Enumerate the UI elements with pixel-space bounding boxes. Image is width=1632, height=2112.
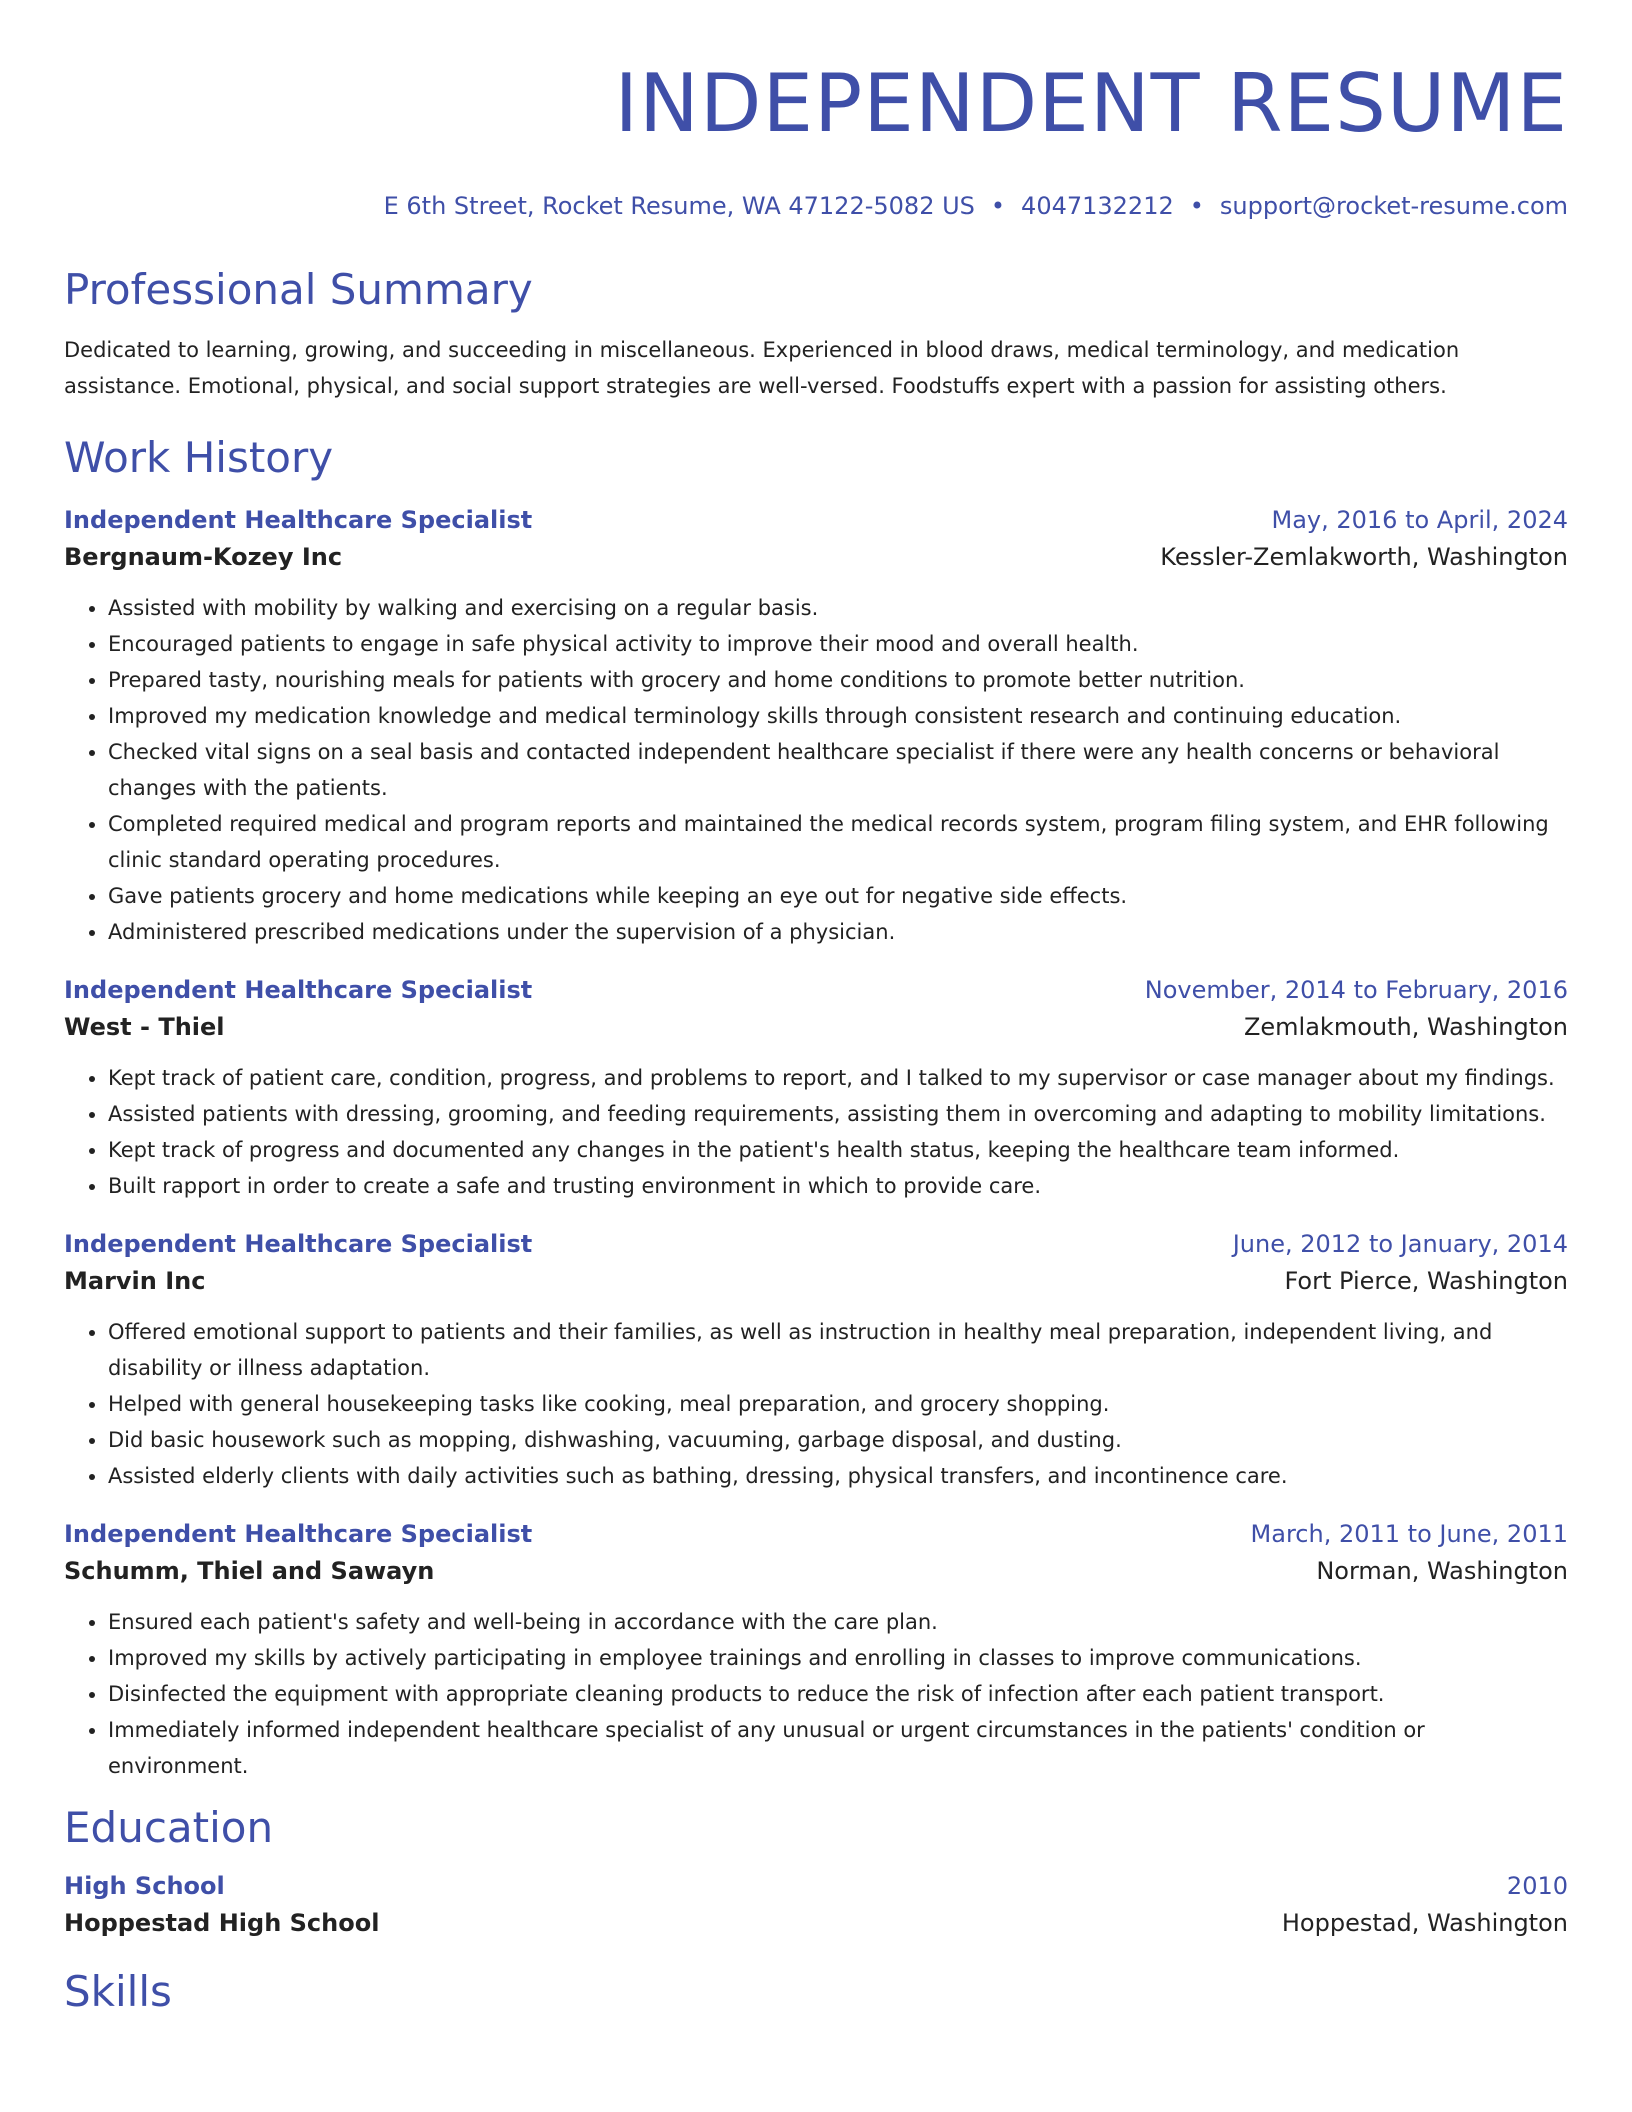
job-dates: November, 2014 to February, 2016 [1144,976,1568,1004]
education-entry [64,1868,1568,1942]
job-bullets [64,1604,1568,1784]
job-location: Norman, Washington [1316,1557,1568,1585]
job-bullet: • Disinfected the equipment with appropriate cleaning products to reduce the risk of infection after each patient transport. [108,1676,1568,1712]
job-location: Zemlakmouth, Washington [1243,1013,1568,1041]
job-bullet: • Completed required medical and program reports and maintained the medical records system, program filing system, and EHR following clinic standard operating procedures. [108,806,1568,878]
job-bullets [64,590,1568,950]
contact-phone: 4047132212 [1021,192,1174,220]
job-entry [64,972,1568,1204]
job-bullet: • Kept track of progress and documented any changes in the patient's health status, keeping the healthcare team informed. [108,1132,1568,1168]
education-degree: High School [64,1872,225,1900]
job-bullet: • Encouraged patients to engage in safe physical activity to improve their mood and overall health. [108,626,1568,662]
job-bullet: • Helped with general housekeeping tasks like cooking, meal preparation, and grocery shopping. [108,1386,1568,1422]
job-employer: West - Thiel [64,1013,225,1041]
job-employer: Bergnaum-Kozey Inc [64,543,343,571]
job-bullet: • Gave patients grocery and home medications while keeping an eye out for negative side effects. [108,878,1568,914]
job-bullet: • Kept track of patient care, condition, progress, and problems to report, and I talked to my supervisor or case manager about my findings. [108,1060,1568,1096]
job-bullets [64,1314,1568,1494]
job-bullet: • Improved my medication knowledge and medical terminology skills through consistent research and continuing education. [108,698,1568,734]
job-bullets [64,1060,1568,1204]
job-title: Independent Healthcare Specialist [64,1520,533,1548]
job-employer: Marvin Inc [64,1267,206,1295]
job-bullet: • Checked vital signs on a seal basis and contacted independent healthcare specialist if there were any health concerns or behavioral changes with the patients. [108,734,1568,806]
job-dates: May, 2016 to April, 2024 [1271,506,1568,534]
job-bullet: • Assisted with mobility by walking and exercising on a regular basis. [108,590,1568,626]
job-bullet: • Immediately informed independent healthcare specialist of any unusual or urgent circumstances in the patients' condition or environment. [108,1712,1568,1784]
summary-heading: Professional Summary [64,265,533,314]
work-history-heading: Work History [64,433,334,482]
job-entry [64,1516,1568,1784]
job-employer: Schumm, Thiel and Sawayn [64,1557,435,1585]
job-bullet: • Did basic housework such as mopping, dishwashing, vacuuming, garbage disposal, and dusting. [108,1422,1568,1458]
contact-address: E 6th Street, Rocket Resume, WA 47122-5082 US [383,192,975,220]
job-entry [64,1226,1568,1494]
job-bullet: • Built rapport in order to create a safe and trusting environment in which to provide care. [108,1168,1568,1204]
contact-email: support@rocket-resume.com [1219,192,1568,220]
education-heading: Education [64,1803,274,1852]
summary-text: Dedicated to learning, growing, and succeeding in miscellaneous. Experienced in blood draws, medical terminology, and medication assistance. Emotional, physical, and social support strategies are well-versed. Foodstuffs expert with a passion for assisting others. [64,338,1460,398]
contact-separator: • [1189,192,1204,220]
skills-heading: Skills [64,1967,172,2016]
job-bullet: • Assisted patients with dressing, grooming, and feeding requirements, assisting them in overcoming and adapting to mobility limitations. [108,1096,1568,1132]
education-location: Hoppestad, Washington [1281,1909,1568,1937]
contact-separator: • [990,192,1006,220]
job-location: Fort Pierce, Washington [1284,1267,1568,1295]
job-title: Independent Healthcare Specialist [64,976,533,1004]
job-title: Independent Healthcare Specialist [64,1230,533,1258]
education-year: 2010 [1506,1872,1568,1900]
job-entry [64,502,1568,950]
job-bullet: • Prepared tasty, nourishing meals for patients with grocery and home conditions to promote better nutrition. [108,662,1568,698]
job-title: Independent Healthcare Specialist [64,506,533,534]
job-bullet: • Assisted elderly clients with daily activities such as bathing, dressing, physical transfers, and incontinence care. [108,1458,1568,1494]
job-location: Kessler-Zemlakworth, Washington [1160,543,1568,571]
job-dates: March, 2011 to June, 2011 [1250,1520,1568,1548]
job-bullet: • Offered emotional support to patients and their families, as well as instruction in healthy meal preparation, independent living, and disability or illness adaptation. [108,1314,1568,1386]
candidate-name: INDEPENDENT RESUME [614,57,1568,150]
contact-line [64,190,1568,222]
job-bullet: • Administered prescribed medications under the supervision of a physician. [108,914,1568,950]
job-bullet: • Improved my skills by actively participating in employee trainings and enrolling in classes to improve communications. [108,1640,1568,1676]
job-bullet: • Ensured each patient's safety and well-being in accordance with the care plan. [108,1604,1568,1640]
education-school: Hoppestad High School [64,1909,380,1937]
job-dates: June, 2012 to January, 2014 [1232,1230,1568,1258]
